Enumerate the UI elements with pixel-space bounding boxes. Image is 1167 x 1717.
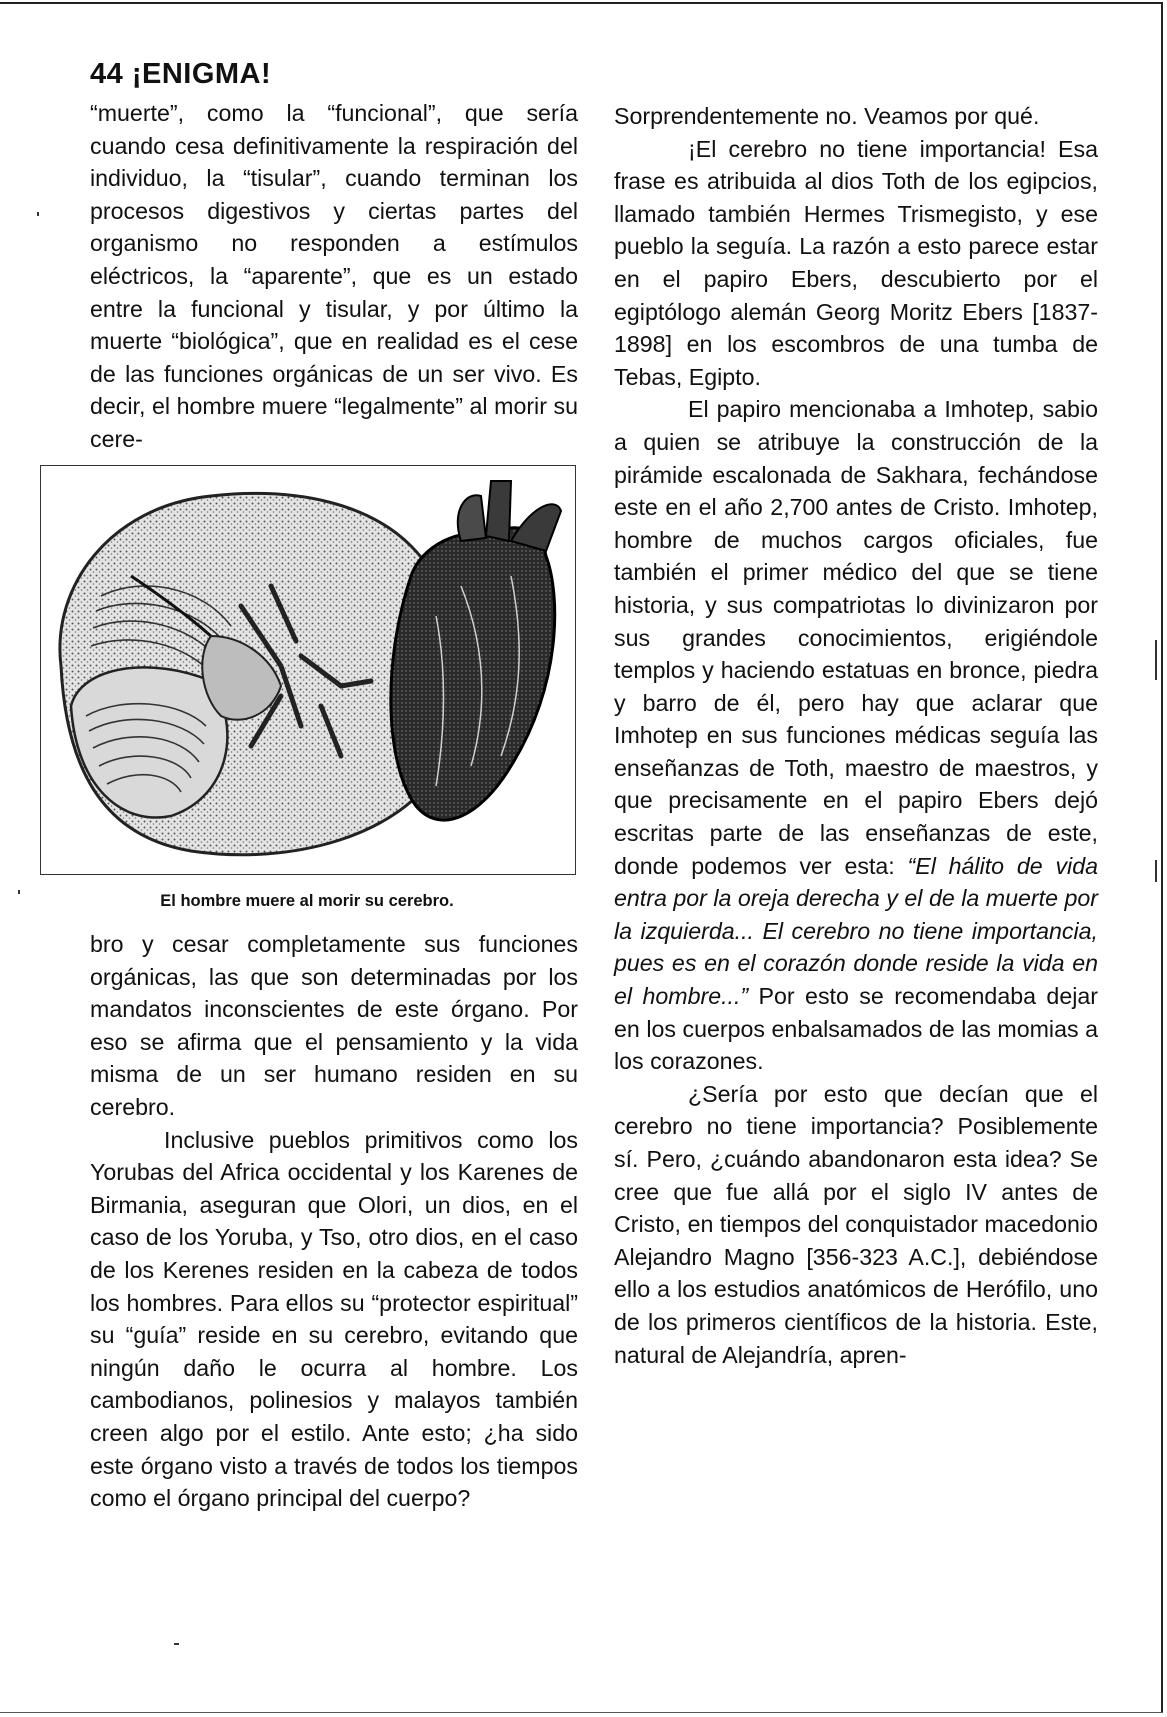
brain-heart-illustration xyxy=(40,465,576,875)
page-number: 44 xyxy=(90,58,124,90)
scan-speck xyxy=(18,890,20,894)
left-column-bottom xyxy=(90,928,578,1515)
paragraph: ¿Sería por esto que decían que el cerebro no tiene importancia? Posiblemente sí. Pero, ¿cuándo abandonaron esta idea? Se cree que fue allá por el siglo IV antes de Cristo, en tiempos del conquistador macedonio Alejandro Magno [356-323 A.C.], debiéndose ello a los estudios anatómicos de Herófilo, uno de los primeros científicos de la historia. Este, natural de Alejandría, apren- xyxy=(614,1080,1098,1368)
scan-speck xyxy=(37,212,39,216)
right-column xyxy=(614,100,1098,1371)
scan-speck xyxy=(1155,860,1157,882)
scan-speck xyxy=(1155,640,1157,680)
paragraph-text: Por esto se recomendaba dejar en los cuerpos enbalsamados de las momias a los corazones. xyxy=(614,983,1098,1075)
page-header xyxy=(90,58,271,91)
figure-caption: El hombre muere al morir su cerebro. xyxy=(160,892,454,910)
paragraph xyxy=(614,393,1098,1077)
page-border-bottom xyxy=(0,1712,1163,1713)
paragraph: Sorprendentemente no. Veamos por qué. xyxy=(614,103,1040,129)
page-border-top xyxy=(0,2,1163,4)
page-border-right xyxy=(1161,2,1163,1712)
paragraph: ¡El cerebro no tiene importancia! Esa frase es atribuida al dios Toth de los egipcios, llamado también Hermes Trismegisto, y ese pueblo la seguía. La razón a esto parece estar en el papiro Ebers, descubierto por el egiptólogo alemán Georg Moritz Ebers [1837-1898] en los escombros de una tumba de Tebas, Egipto. xyxy=(614,135,1098,390)
ebers-quote: “El hálito de vida entra por la oreja derecha y el de la muerte por la izquierda... El cerebro no tiene importancia, pues es en el corazón donde reside la vida en el hombre...” xyxy=(614,852,1098,1010)
paragraph: bro y cesar completamente sus funciones orgánicas, las que son determinadas por los mandatos inconscientes de este órgano. Por eso se afirma que el pensamiento y la vida misma de un ser humano residen en su cerebro. xyxy=(90,931,578,1120)
paragraph-text: El papiro mencionaba a Imhotep, sabio a quien se atribuye la construcción de la pirámide escalonada de Sakhara, fechándose este en el año 2,700 antes de Cristo. Imhotep, hombre de muchos cargos oficiales, fue también el primer médico del que se tiene historia, y sus compatriotas lo divinizaron por sus grandes conocimientos, erigiéndole templos y haciendo estatuas en bronce, piedra y barro de él, pero hay que aclarar que Imhotep en sus funciones médicas seguía las enseñanzas de Toth, maestro de maestros, y que precisamente en el papiro Ebers dejó escritas parte de las enseñanzas de este, donde podemos ver esta: xyxy=(614,396,1098,879)
left-column-top xyxy=(90,97,578,456)
brain-heart-drawing xyxy=(41,466,575,874)
page-title: ¡ENIGMA! xyxy=(131,58,272,90)
paragraph: “muerte”, como la “funcional”, que sería cuando cesa definitivamente la respiración del individuo, la “tisular”, cuando terminan los procesos digestivos y ciertas partes del organismo no responden a estímulos eléctricos, la “aparente”, que es un estado entre la funcional y tisular, y por último la muerte “biológica”, que en realidad es el cese de las funciones orgánicas de un ser vivo. Es decir, el hombre muere “legalmente” al morir su cere- xyxy=(90,100,578,452)
paragraph: Inclusive pueblos primitivos como los Yorubas del Africa occidental y los Karenes de Birmania, aseguran que Olori, un dios, en el caso de los Yoruba, y Tso, otro dios, en el caso de los Kerenes residen en la cabeza de todos los hombres. Para ellos su “protector espiritual” su “guía” reside en su cerebro, evitando que ningún daño le ocurra al hombre. Los cambodianos, polinesios y malayos también creen algo por el estilo. Ante esto; ¿ha sido este órgano visto a través de todos los tiempos como el órgano principal del cuerpo? xyxy=(90,1126,578,1512)
scan-speck xyxy=(174,1643,179,1645)
